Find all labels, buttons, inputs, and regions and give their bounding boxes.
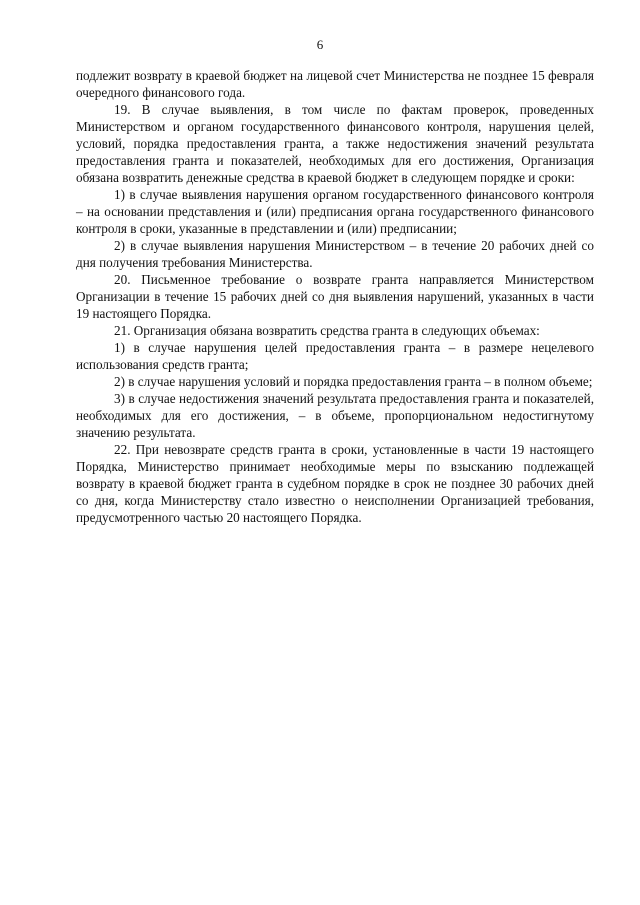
paragraph-21-item-3: 3) в случае недостижения значений результата предоставления гранта и показателей, необходимых для его достижения, – в объеме, пропорциональном недостигнутому значению результата. xyxy=(76,391,594,440)
page-number: 6 xyxy=(316,37,324,52)
document-body xyxy=(76,67,594,526)
paragraph-21: 21. Организация обязана возвратить средства гранта в следующих объемах: xyxy=(114,323,540,338)
paragraph-21-item-1: 1) в случае нарушения целей предоставления гранта – в размере нецелевого использования средств гранта; xyxy=(76,340,594,372)
paragraph-19: 19. В случае выявления, в том числе по фактам проверок, проведенных Министерством и органом государственного финансового контроля, нарушения целей, условий, порядка предоставления гранта, а также недостижения значений результата предоставления гранта и показателей, необходимых для его достижения, Организация обязана возвратить денежные средства в краевой бюджет в следующем порядке и сроки: xyxy=(76,102,594,185)
paragraph-19-item-2: 2) в случае выявления нарушения Министерством – в течение 20 рабочих дней со дня получения требования Министерства. xyxy=(76,238,594,270)
paragraph-19-item-1: 1) в случае выявления нарушения органом государственного финансового контроля – на основании представления и (или) предписания органа государственного финансового контроля в сроки, указанные в представлении и (или) предписании; xyxy=(76,187,594,236)
paragraph-continuation: подлежит возврату в краевой бюджет на лицевой счет Министерства не позднее 15 февраля очередного финансового года. xyxy=(76,68,594,100)
paragraph-20: 20. Письменное требование о возврате гранта направляется Министерством Организации в течение 15 рабочих дней со дня выявления нарушений, указанных в части 19 настоящего Порядка. xyxy=(76,272,594,321)
paragraph-21-item-2: 2) в случае нарушения условий и порядка предоставления гранта – в полном объеме; xyxy=(114,374,593,389)
paragraph-22: 22. При невозврате средств гранта в сроки, установленные в части 19 настоящего Порядка, Министерство принимает необходимые меры по взысканию подлежащей возврату в краевой бюджет гранта в судебном порядке в срок не позднее 30 рабочих дней со дня, когда Министерству стало известно о неисполнении Организацией требования, предусмотренного частью 20 настоящего Порядка. xyxy=(76,442,594,525)
